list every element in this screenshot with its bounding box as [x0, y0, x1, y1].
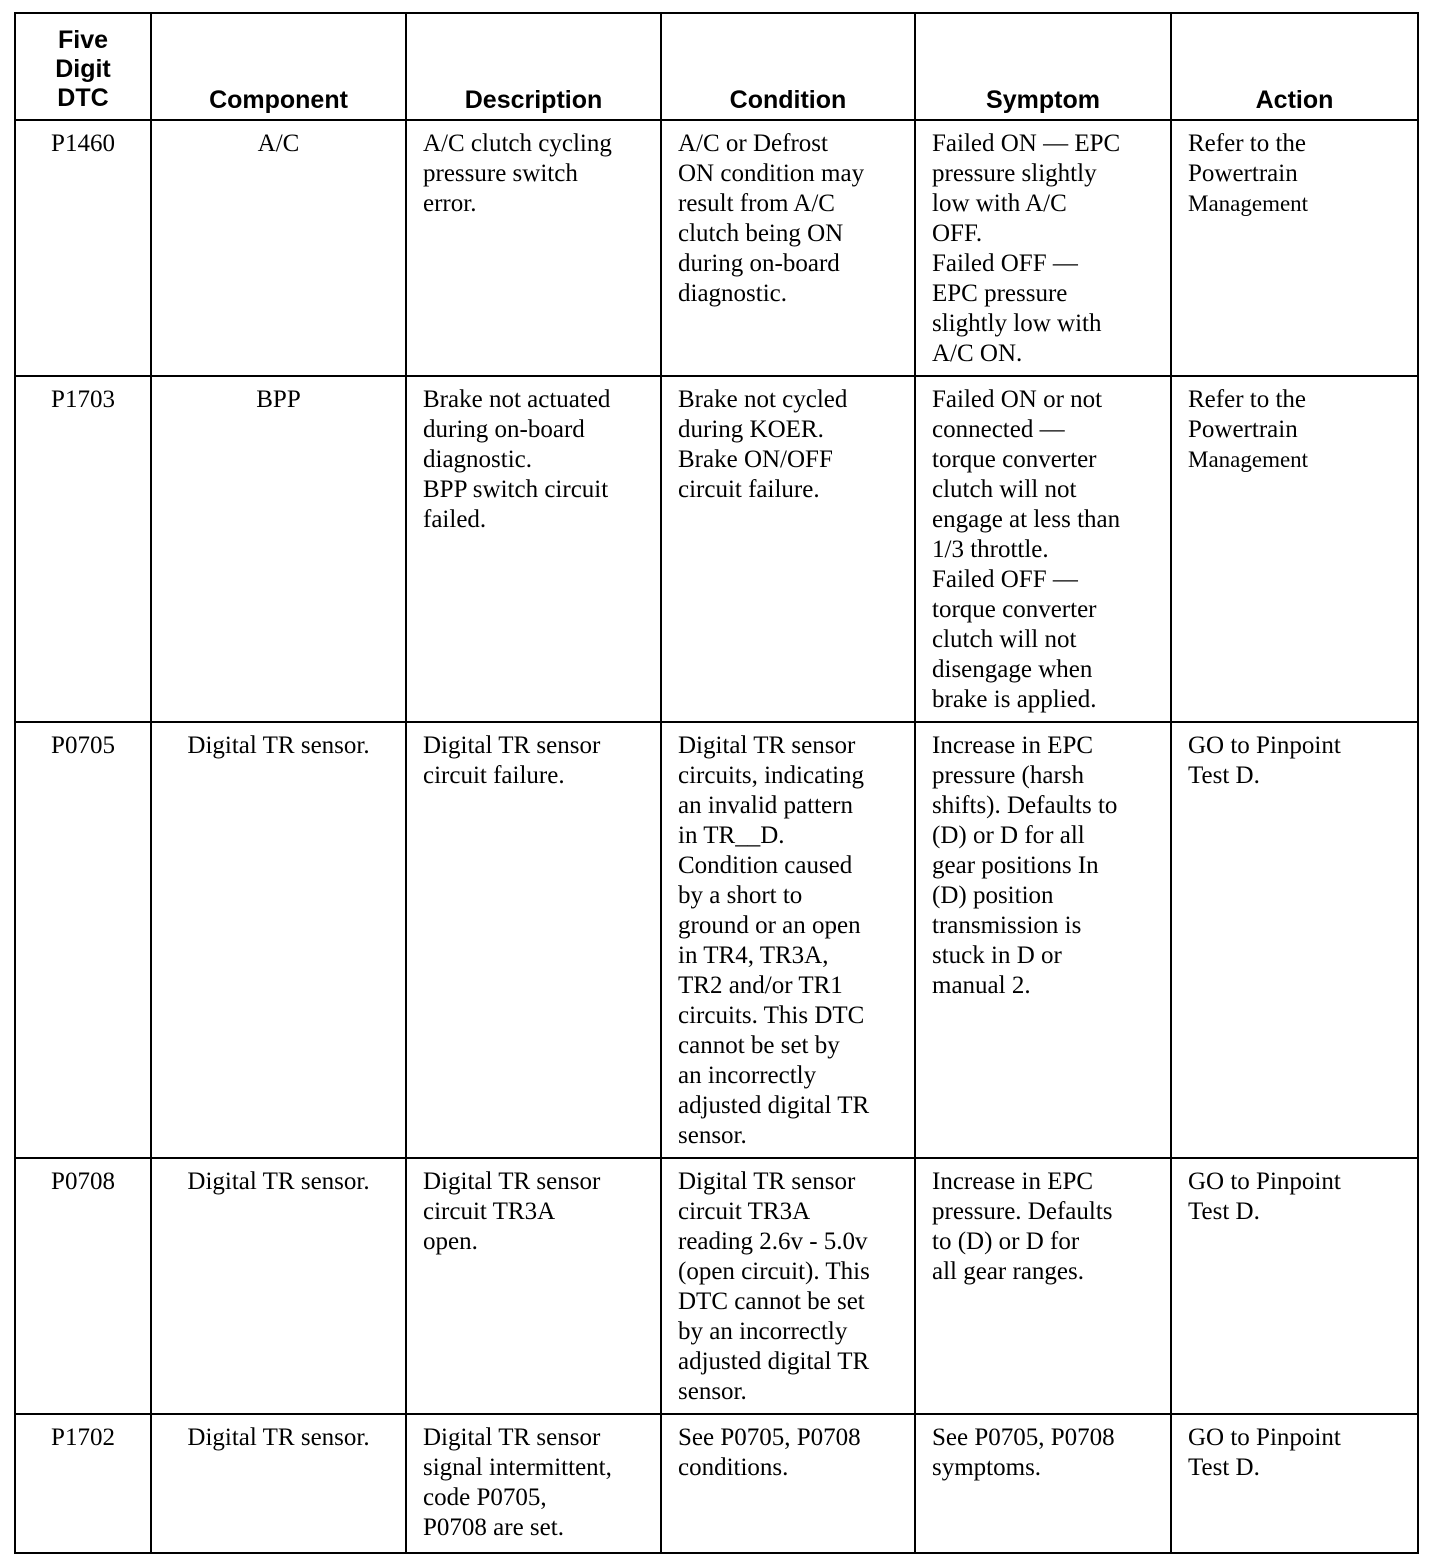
description-cell: A/C clutch cycling pressure switch error.: [406, 120, 661, 376]
condition-cell: A/C or Defrost ON condition may result from A/C clutch being ON during on-board diagnostic.: [661, 120, 915, 376]
action-cell: Refer to the Powertrain Management: [1171, 120, 1418, 376]
component-cell: Digital TR sensor.: [151, 1414, 406, 1553]
table-row: [15, 722, 1418, 1158]
description-cell: Brake not actuated during on-board diagnostic. BPP switch circuit failed.: [406, 376, 661, 722]
symptom-cell: Failed ON — EPC pressure slightly low with A/C OFF. Failed OFF — EPC pressure slightly low with A/C ON.: [915, 120, 1171, 376]
component-cell: A/C: [151, 120, 406, 376]
symptom-cell: Failed ON or not connected — torque converter clutch will not engage at less than 1/3 throttle. Failed OFF — torque converter clutch will not disengage when brake is applied.: [915, 376, 1171, 722]
action-cell: GO to Pinpoint Test D.: [1171, 722, 1418, 1158]
component-cell: Digital TR sensor.: [151, 1158, 406, 1414]
action-cell: GO to Pinpoint Test D.: [1171, 1158, 1418, 1414]
dtc-code-cell: P1702: [15, 1414, 151, 1553]
dtc-code-cell: P1703: [15, 376, 151, 722]
action-cell: GO to Pinpoint Test D.: [1171, 1414, 1418, 1553]
header-condition: Condition: [661, 13, 915, 120]
header-component: Component: [151, 13, 406, 120]
header-symptom: Symptom: [915, 13, 1171, 120]
header-action: Action: [1171, 13, 1418, 120]
header-description: Description: [406, 13, 661, 120]
table-row: [15, 1414, 1418, 1553]
dtc-code-cell: P1460: [15, 120, 151, 376]
condition-cell: See P0705, P0708 conditions.: [661, 1414, 915, 1553]
condition-cell: Brake not cycled during KOER. Brake ON/OFF circuit failure.: [661, 376, 915, 722]
component-cell: BPP: [151, 376, 406, 722]
symptom-cell: Increase in EPC pressure. Defaults to (D) or D for all gear ranges.: [915, 1158, 1171, 1414]
component-cell: Digital TR sensor.: [151, 722, 406, 1158]
description-cell: Digital TR sensor circuit TR3A open.: [406, 1158, 661, 1414]
header-row: [15, 13, 1418, 120]
table-row: [15, 120, 1418, 376]
condition-cell: Digital TR sensor circuit TR3A reading 2.6v - 5.0v (open circuit). This DTC cannot be set by an incorrectly adjusted digital TR sensor.: [661, 1158, 915, 1414]
dtc-code-cell: P0705: [15, 722, 151, 1158]
table-row: [15, 376, 1418, 722]
table-row: [15, 1158, 1418, 1414]
condition-cell: Digital TR sensor circuits, indicating an invalid pattern in TR__D. Condition caused by a short to ground or an open in TR4, TR3A, TR2 and/or TR1 circuits. This DTC cannot be set by an incorrectly adjusted digital TR sensor.: [661, 722, 915, 1158]
description-cell: Digital TR sensor signal intermittent, code P0705, P0708 are set.: [406, 1414, 661, 1553]
header-five-digit-dtc: Five Digit DTC: [15, 13, 151, 120]
symptom-cell: Increase in EPC pressure (harsh shifts). Defaults to (D) or D for all gear positions In (D) position transmission is stuck in D or manual 2.: [915, 722, 1171, 1158]
description-cell: Digital TR sensor circuit failure.: [406, 722, 661, 1158]
symptom-cell: See P0705, P0708 symptoms.: [915, 1414, 1171, 1553]
dtc-code-cell: P0708: [15, 1158, 151, 1414]
dtc-table: [14, 12, 1419, 1554]
action-cell: Refer to the Powertrain Management: [1171, 376, 1418, 722]
